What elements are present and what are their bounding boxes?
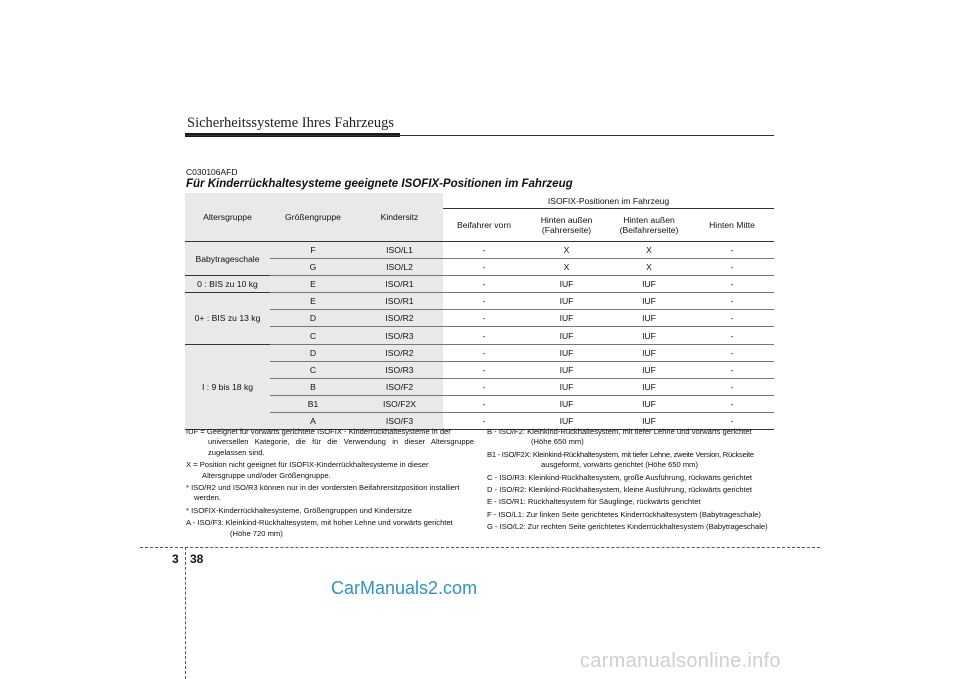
col-hinten-aussen-fahrer-l1: Hinten außen	[540, 215, 593, 225]
note-x-line1: X = Position nicht geeignet für ISOFIX-Kinderrückhaltesysteme in dieser	[186, 460, 429, 470]
col-beifahrer: Beifahrer vorn	[443, 209, 525, 242]
col-hinten-aussen-beif-l1: Hinten außen	[623, 215, 675, 225]
seat-cell: ISO/R2	[356, 310, 443, 327]
rear-right-cell: IUF	[608, 276, 690, 293]
note-star-1	[186, 483, 474, 504]
size-cell: D	[270, 344, 356, 361]
notes-left	[186, 427, 474, 541]
table-row	[185, 259, 774, 276]
note-g: G - ISO/L2: Zur rechten Seite gerichtetes Kinderrückhaltesystem (Babytrageschale)	[487, 522, 768, 532]
table-row	[185, 361, 774, 378]
seat-cell: ISO/R1	[356, 293, 443, 310]
col-hinten-mitte: Hinten Mitte	[690, 209, 774, 242]
seat-cell: ISO/R3	[356, 361, 443, 378]
note-iuf-line2: universellen Kategorie, die für die Verwendung in dieser Altersgruppe zugelassen sind.	[208, 437, 474, 457]
rear-left-cell: IUF	[525, 344, 608, 361]
rear-left-cell: IUF	[525, 293, 608, 310]
age-group-cell: Babytrageschale	[185, 242, 270, 276]
front-cell: -	[443, 276, 525, 293]
col-altersgruppe: Altersgruppe	[185, 193, 270, 242]
rear-middle-cell: -	[690, 276, 774, 293]
rear-right-cell: X	[608, 242, 690, 259]
rear-middle-cell: -	[690, 259, 774, 276]
rear-middle-cell: -	[690, 395, 774, 412]
watermark-carmanuals[interactable]: CarManuals2.com	[331, 578, 478, 598]
table-row	[185, 276, 774, 293]
front-cell: -	[443, 259, 525, 276]
col-hinten-aussen-beifahrer	[608, 209, 690, 242]
seat-cell: ISO/F2	[356, 378, 443, 395]
footer-dashed-rule	[140, 547, 820, 548]
seat-cell: ISO/R3	[356, 327, 443, 344]
rear-middle-cell: -	[690, 242, 774, 259]
note-star-1-line2: werden.	[194, 493, 222, 503]
table-row	[185, 327, 774, 344]
col-group-isofix: ISOFIX-Positionen im Fahrzeug	[443, 193, 774, 209]
table-row	[185, 310, 774, 327]
size-cell: B1	[270, 395, 356, 412]
note-a	[186, 518, 474, 539]
front-cell: -	[443, 310, 525, 327]
size-cell: E	[270, 276, 356, 293]
note-iuf-line1: IUF = Geeignet für vorwärts gerichtete ISOFIX - Kinderrückhaltesysteme in der	[186, 427, 451, 436]
rear-right-cell: X	[608, 259, 690, 276]
rear-right-cell: IUF	[608, 412, 690, 429]
rear-middle-cell: -	[690, 293, 774, 310]
note-x-line2: Altersgruppe und/oder Größengruppe.	[202, 470, 331, 480]
section-heading: Für Kinderrückhaltesysteme geeignete ISOFIX-Positionen im Fahrzeug	[186, 178, 573, 190]
note-iuf	[186, 427, 474, 458]
rear-right-cell: IUF	[608, 361, 690, 378]
rear-left-cell: IUF	[525, 412, 608, 429]
chapter-number: 3	[172, 552, 179, 566]
section-code: C030106AFD	[186, 167, 238, 177]
size-cell: A	[270, 412, 356, 429]
note-star-1-line1: * ISO/R2 und ISO/R3 können nur in der vordersten Beifahrersitzposition installiert	[186, 483, 460, 493]
note-b1-line1: B1 - ISO/F2X: Kleinkind-Rückhaltesystem, mit tiefer Lehne, zweite Version, Rückseite	[487, 449, 754, 459]
col-hinten-aussen-beif-l2: (Beifahrerseite)	[619, 225, 679, 235]
rear-left-cell: IUF	[525, 361, 608, 378]
note-b1	[487, 450, 775, 471]
rear-middle-cell: -	[690, 327, 774, 344]
rear-left-cell: IUF	[525, 395, 608, 412]
isofix-table	[185, 193, 774, 430]
note-b	[487, 427, 775, 448]
col-kindersitz: Kindersitz	[356, 193, 443, 242]
rear-middle-cell: -	[690, 310, 774, 327]
rear-middle-cell: -	[690, 344, 774, 361]
seat-cell: ISO/F3	[356, 412, 443, 429]
col-groessengruppe: Größengruppe	[270, 193, 356, 242]
note-star-2: * ISOFIX-Kinderrückhaltesysteme, Größengruppen und Kindersitze	[186, 505, 412, 515]
table-row	[185, 293, 774, 310]
seat-cell: ISO/R2	[356, 344, 443, 361]
note-f: F - ISO/L1: Zur linken Seite gerichtetes Kinderrückhaltesystem (Babytrageschale)	[487, 509, 761, 519]
note-x	[186, 460, 474, 481]
rear-right-cell: IUF	[608, 378, 690, 395]
table-row	[185, 395, 774, 412]
rear-left-cell: IUF	[525, 276, 608, 293]
note-b1-line2: ausgeformt, vorwärts gerichtet (Höhe 650 mm)	[541, 460, 698, 470]
rear-right-cell: IUF	[608, 293, 690, 310]
rear-left-cell: IUF	[525, 378, 608, 395]
note-a-line1: A - ISO/F3: Kleinkind-Rückhaltesystem, mit hoher Lehne und vorwärts gerichtet	[186, 518, 453, 528]
seat-cell: ISO/R1	[356, 276, 443, 293]
front-cell: -	[443, 395, 525, 412]
note-a-line2: (Höhe 720 mm)	[230, 528, 283, 538]
size-cell: B	[270, 378, 356, 395]
age-group-cell: 0+ : BIS zu 13 kg	[185, 293, 270, 344]
rear-left-cell: X	[525, 259, 608, 276]
age-group-cell: 0 : BIS zu 10 kg	[185, 276, 270, 293]
page-header-title: Sicherheitssysteme Ihres Fahrzeugs	[187, 115, 394, 131]
front-cell: -	[443, 412, 525, 429]
note-c: C - ISO/R3: Kleinkind-Rückhaltesystem, große Ausführung, rückwärts gerichtet	[487, 472, 753, 482]
rear-right-cell: IUF	[608, 344, 690, 361]
rear-middle-cell: -	[690, 361, 774, 378]
front-cell: -	[443, 361, 525, 378]
rear-right-cell: IUF	[608, 310, 690, 327]
front-cell: -	[443, 344, 525, 361]
note-e: E - ISO/R1: Rückhaltesystem für Säuglinge, rückwärts gerichtet	[487, 497, 701, 507]
table-row	[185, 242, 774, 259]
size-cell: E	[270, 293, 356, 310]
watermark-online[interactable]: carmanualsonline.info	[580, 650, 781, 672]
header-rule	[185, 135, 774, 136]
size-cell: C	[270, 327, 356, 344]
seat-cell: ISO/L2	[356, 259, 443, 276]
size-cell: F	[270, 242, 356, 259]
age-group-cell: I : 9 bis 18 kg	[185, 344, 270, 429]
front-cell: -	[443, 242, 525, 259]
footer-dashed-divider	[185, 547, 186, 679]
note-b-line1: B - ISO/F2: Kleinkind-Rückhaltesystem, mit tiefer Lehne und vorwärts gerichtet	[487, 427, 752, 436]
front-cell: -	[443, 378, 525, 395]
rear-left-cell: X	[525, 242, 608, 259]
rear-right-cell: IUF	[608, 395, 690, 412]
size-cell: G	[270, 259, 356, 276]
col-hinten-aussen-fahrer-l2: (Fahrerseite)	[541, 225, 592, 235]
size-cell: D	[270, 310, 356, 327]
rear-left-cell: IUF	[525, 310, 608, 327]
rear-middle-cell: -	[690, 378, 774, 395]
rear-right-cell: IUF	[608, 327, 690, 344]
note-d: D - ISO/R2: Kleinkind-Rückhaltesystem, kleine Ausführung, rückwärts gerichtet	[487, 485, 753, 495]
table-row	[185, 344, 774, 361]
col-hinten-aussen-fahrer	[525, 209, 608, 242]
front-cell: -	[443, 327, 525, 344]
table-row	[185, 378, 774, 395]
rear-middle-cell: -	[690, 412, 774, 429]
seat-cell: ISO/F2X	[356, 395, 443, 412]
front-cell: -	[443, 293, 525, 310]
page-number: 38	[190, 552, 204, 566]
notes-right	[487, 427, 775, 535]
note-b-line2: (Höhe 650 mm)	[531, 437, 584, 447]
seat-cell: ISO/L1	[356, 242, 443, 259]
size-cell: C	[270, 361, 356, 378]
rear-left-cell: IUF	[525, 327, 608, 344]
